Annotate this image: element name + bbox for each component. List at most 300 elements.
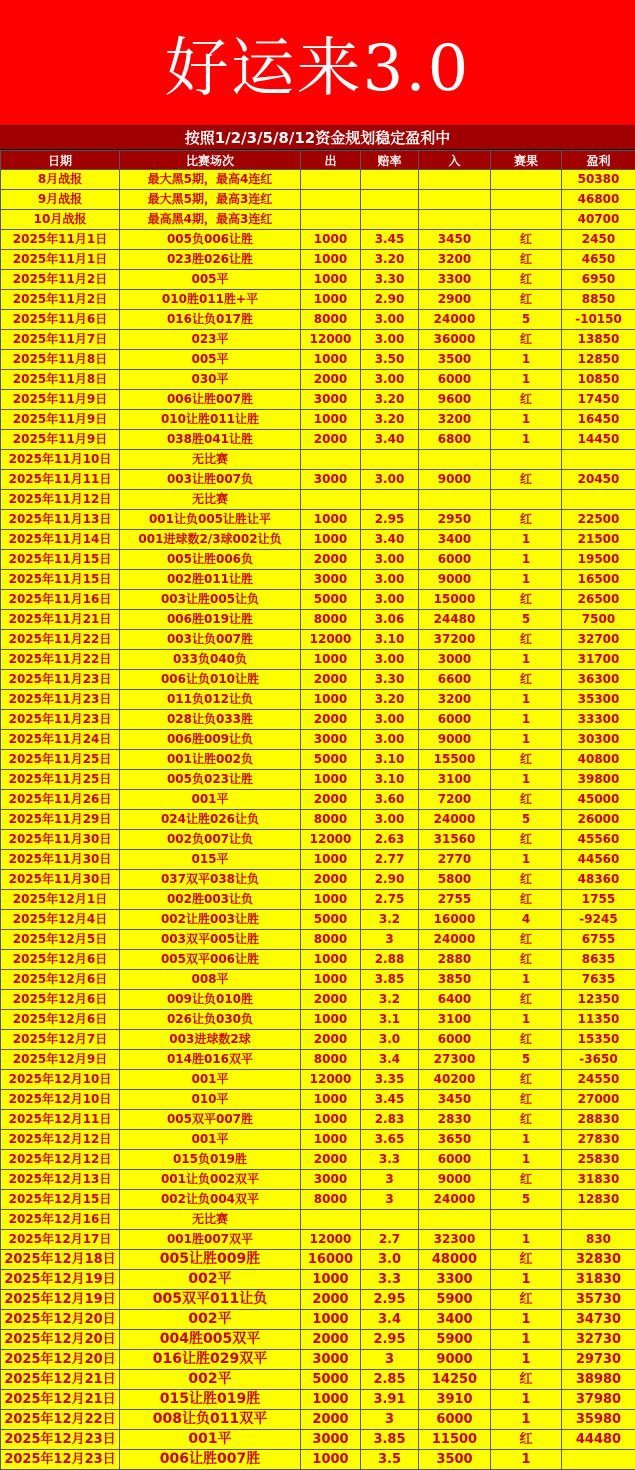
cell-match: 005平 (120, 270, 301, 290)
cell-stake: 1000 (301, 270, 361, 290)
cell-match: 001平 (120, 1430, 301, 1450)
cell-result: 1 (491, 370, 562, 390)
cell-return: 24480 (419, 610, 491, 630)
cell-result: 红 (491, 930, 562, 950)
cell-return: 6000 (419, 1410, 491, 1430)
cell-date: 2025年12月12日 (1, 1150, 120, 1170)
cell-result: 红 (491, 330, 562, 350)
cell-return: 24000 (419, 310, 491, 330)
cell-match: 038胜041让胜 (120, 430, 301, 450)
cell-result: 1 (491, 710, 562, 730)
cell-return: 9600 (419, 390, 491, 410)
cell-odds: 3 (361, 1170, 419, 1190)
cell-date: 2025年12月21日 (1, 1370, 120, 1390)
cell-odds: 2.95 (361, 1330, 419, 1350)
cell-date: 2025年12月21日 (1, 1390, 120, 1410)
cell-date: 2025年12月5日 (1, 930, 120, 950)
cell-stake: 1000 (301, 230, 361, 250)
cell-odds: 3.85 (361, 1430, 419, 1450)
cell-profit: 32700 (562, 630, 635, 650)
cell-odds: 3.50 (361, 350, 419, 370)
cell-match: 001进球数2/3球002让负 (120, 530, 301, 550)
cell-odds: 3.2 (361, 990, 419, 1010)
table-row (1, 1350, 635, 1370)
cell-profit: 28830 (562, 1110, 635, 1130)
cell-odds: 3.10 (361, 770, 419, 790)
cell-return (419, 1210, 491, 1230)
cell-odds: 2.7 (361, 1230, 419, 1250)
cell-profit: 22500 (562, 510, 635, 530)
cell-match: 003双平005让胜 (120, 930, 301, 950)
cell-date: 2025年12月15日 (1, 1190, 120, 1210)
cell-stake: 1000 (301, 950, 361, 970)
cell-result: 1 (491, 1410, 562, 1430)
table-row (1, 230, 635, 250)
cell-date: 2025年11月30日 (1, 870, 120, 890)
cell-odds: 3.00 (361, 730, 419, 750)
cell-profit: 8850 (562, 290, 635, 310)
cell-date: 2025年12月6日 (1, 970, 120, 990)
cell-stake (301, 490, 361, 510)
cell-odds: 3.1 (361, 1010, 419, 1030)
cell-match: 006胜009让负 (120, 730, 301, 750)
cell-odds (361, 450, 419, 470)
cell-date: 2025年12月11日 (1, 1110, 120, 1130)
table-row (1, 1270, 635, 1290)
cell-result: 红 (491, 870, 562, 890)
table-row (1, 1310, 635, 1330)
cell-result: 红 (491, 250, 562, 270)
cell-stake: 3000 (301, 390, 361, 410)
cell-result: 1 (491, 570, 562, 590)
cell-result: 1 (491, 1450, 562, 1470)
table-row (1, 430, 635, 450)
cell-date: 9月战报 (1, 190, 120, 210)
cell-date: 2025年11月2日 (1, 290, 120, 310)
cell-stake: 5000 (301, 750, 361, 770)
cell-match: 最大黑5期，最高4连红 (120, 170, 301, 190)
table-row (1, 390, 635, 410)
table-row (1, 490, 635, 510)
cell-return: 27300 (419, 1050, 491, 1070)
cell-odds (361, 210, 419, 230)
table-row (1, 870, 635, 890)
table-row (1, 950, 635, 970)
cell-odds: 3.85 (361, 970, 419, 990)
cell-return: 6600 (419, 670, 491, 690)
cell-result: 红 (491, 1290, 562, 1310)
cell-odds: 3.20 (361, 390, 419, 410)
cell-date: 2025年12月20日 (1, 1350, 120, 1370)
cell-date: 2025年12月22日 (1, 1410, 120, 1430)
cell-date: 2025年12月4日 (1, 910, 120, 930)
table-row (1, 450, 635, 470)
cell-result: 红 (491, 230, 562, 250)
cell-result: 红 (491, 1250, 562, 1270)
cell-odds: 3.45 (361, 230, 419, 250)
cell-date: 2025年12月6日 (1, 1010, 120, 1030)
cell-result: 1 (491, 1230, 562, 1250)
cell-date: 2025年11月16日 (1, 590, 120, 610)
table-row (1, 1110, 635, 1130)
cell-return: 5900 (419, 1290, 491, 1310)
cell-profit (562, 450, 635, 470)
cell-match: 023胜026让胜 (120, 250, 301, 270)
cell-odds: 3.00 (361, 310, 419, 330)
cell-profit: 31830 (562, 1270, 635, 1290)
cell-odds: 3.00 (361, 550, 419, 570)
cell-return (419, 190, 491, 210)
cell-stake (301, 190, 361, 210)
cell-stake: 12000 (301, 330, 361, 350)
cell-odds: 3.2 (361, 910, 419, 930)
cell-odds: 2.95 (361, 510, 419, 530)
table-row (1, 710, 635, 730)
cell-match: 024让胜026让负 (120, 810, 301, 830)
cell-odds: 2.85 (361, 1370, 419, 1390)
cell-stake: 3000 (301, 470, 361, 490)
cell-date: 2025年12月9日 (1, 1050, 120, 1070)
cell-result: 5 (491, 1050, 562, 1070)
table-row (1, 310, 635, 330)
cell-result: 红 (491, 270, 562, 290)
cell-profit: 46800 (562, 190, 635, 210)
cell-date: 2025年12月12日 (1, 1130, 120, 1150)
cell-odds: 3.4 (361, 1310, 419, 1330)
cell-date: 2025年11月9日 (1, 410, 120, 430)
cell-date: 2025年11月9日 (1, 390, 120, 410)
cell-odds: 3.30 (361, 670, 419, 690)
table-row (1, 1410, 635, 1430)
cell-match: 001平 (120, 1130, 301, 1150)
cell-return: 5900 (419, 1330, 491, 1350)
cell-match: 002让负004双平 (120, 1190, 301, 1210)
cell-profit: 40800 (562, 750, 635, 770)
cell-stake: 2000 (301, 870, 361, 890)
cell-match: 001胜007双平 (120, 1230, 301, 1250)
cell-return (419, 170, 491, 190)
cell-return: 31560 (419, 830, 491, 850)
header-return: 入 (419, 151, 491, 170)
table-row (1, 270, 635, 290)
table-row (1, 850, 635, 870)
cell-return: 32300 (419, 1230, 491, 1250)
cell-profit: 27000 (562, 1090, 635, 1110)
table-row (1, 1330, 635, 1350)
cell-profit: 29730 (562, 1350, 635, 1370)
cell-result: 红 (491, 470, 562, 490)
cell-return: 24000 (419, 810, 491, 830)
cell-stake: 1000 (301, 890, 361, 910)
cell-return: 3450 (419, 1090, 491, 1110)
cell-profit: 30300 (562, 730, 635, 750)
cell-odds: 3 (361, 1410, 419, 1430)
cell-return: 3000 (419, 650, 491, 670)
header-result: 赛果 (491, 151, 562, 170)
cell-match: 002胜003让负 (120, 890, 301, 910)
cell-date: 2025年11月8日 (1, 350, 120, 370)
cell-return: 36000 (419, 330, 491, 350)
cell-result (491, 450, 562, 470)
header-match: 比赛场次 (120, 151, 301, 170)
cell-date: 2025年11月13日 (1, 510, 120, 530)
cell-date: 2025年12月20日 (1, 1330, 120, 1350)
cell-date: 2025年11月30日 (1, 830, 120, 850)
cell-odds: 3.00 (361, 590, 419, 610)
cell-result: 红 (491, 950, 562, 970)
cell-match: 005双平006让胜 (120, 950, 301, 970)
cell-profit: 19500 (562, 550, 635, 570)
table-row (1, 790, 635, 810)
cell-stake: 2000 (301, 670, 361, 690)
cell-date: 10月战报 (1, 210, 120, 230)
cell-profit: 50380 (562, 170, 635, 190)
cell-match: 003进球数2球 (120, 1030, 301, 1050)
cell-odds: 3.35 (361, 1070, 419, 1090)
table-row (1, 210, 635, 230)
cell-result: 红 (491, 390, 562, 410)
cell-profit: 4650 (562, 250, 635, 270)
cell-result: 红 (491, 670, 562, 690)
cell-profit: 7635 (562, 970, 635, 990)
cell-return: 9000 (419, 570, 491, 590)
cell-stake: 8000 (301, 810, 361, 830)
cell-odds: 3.00 (361, 810, 419, 830)
cell-stake: 1000 (301, 970, 361, 990)
cell-odds: 2.83 (361, 1110, 419, 1130)
cell-profit: 27830 (562, 1130, 635, 1150)
cell-odds: 3.00 (361, 570, 419, 590)
cell-return: 3650 (419, 1130, 491, 1150)
cell-result: 1 (491, 1010, 562, 1030)
cell-return: 9000 (419, 1170, 491, 1190)
cell-date: 2025年11月25日 (1, 750, 120, 770)
table-row (1, 470, 635, 490)
table-row (1, 530, 635, 550)
cell-result: 红 (491, 1370, 562, 1390)
table-row (1, 1010, 635, 1030)
cell-profit: 12830 (562, 1190, 635, 1210)
cell-profit: 10850 (562, 370, 635, 390)
cell-stake: 8000 (301, 1050, 361, 1070)
table-header-row (1, 151, 635, 170)
cell-profit: 39800 (562, 770, 635, 790)
cell-match: 002平 (120, 1310, 301, 1330)
cell-return: 3100 (419, 770, 491, 790)
cell-match: 002平 (120, 1270, 301, 1290)
table-row (1, 570, 635, 590)
cell-return: 2770 (419, 850, 491, 870)
cell-match: 026让负030负 (120, 1010, 301, 1030)
cell-result: 1 (491, 970, 562, 990)
cell-return: 3200 (419, 250, 491, 270)
cell-match: 001平 (120, 790, 301, 810)
cell-odds: 3.30 (361, 270, 419, 290)
cell-return: 3850 (419, 970, 491, 990)
cell-match: 010平 (120, 1090, 301, 1110)
header-date: 日期 (1, 151, 120, 170)
cell-stake: 1000 (301, 1090, 361, 1110)
cell-stake: 3000 (301, 1350, 361, 1370)
cell-result: 红 (491, 290, 562, 310)
cell-profit: 17450 (562, 390, 635, 410)
cell-date: 2025年12月18日 (1, 1250, 120, 1270)
cell-stake: 1000 (301, 1130, 361, 1150)
table-row (1, 1150, 635, 1170)
cell-result: 红 (491, 510, 562, 530)
cell-date: 2025年12月20日 (1, 1310, 120, 1330)
cell-return: 3100 (419, 1010, 491, 1030)
cell-odds: 3.20 (361, 690, 419, 710)
cell-profit: 35300 (562, 690, 635, 710)
cell-match: 003让胜005让负 (120, 590, 301, 610)
cell-return: 15500 (419, 750, 491, 770)
cell-result (491, 170, 562, 190)
cell-stake: 1000 (301, 1310, 361, 1330)
cell-stake: 1000 (301, 850, 361, 870)
cell-return: 24000 (419, 1190, 491, 1210)
cell-profit: -9245 (562, 910, 635, 930)
cell-odds: 3.40 (361, 430, 419, 450)
cell-match: 最高黑4期，最高3连红 (120, 210, 301, 230)
cell-date: 2025年11月24日 (1, 730, 120, 750)
cell-result: 红 (491, 1090, 562, 1110)
cell-match: 010胜011胜+平 (120, 290, 301, 310)
cell-date: 2025年12月19日 (1, 1290, 120, 1310)
cell-return: 11500 (419, 1430, 491, 1450)
cell-return: 7200 (419, 790, 491, 810)
cell-date: 2025年11月10日 (1, 450, 120, 470)
cell-profit: 35980 (562, 1410, 635, 1430)
cell-return (419, 210, 491, 230)
cell-stake: 8000 (301, 930, 361, 950)
cell-match: 001平 (120, 1070, 301, 1090)
cell-date: 2025年12月23日 (1, 1450, 120, 1470)
cell-profit: 13850 (562, 330, 635, 350)
cell-date: 2025年12月16日 (1, 1210, 120, 1230)
cell-return: 6000 (419, 710, 491, 730)
cell-odds: 3.20 (361, 250, 419, 270)
cell-stake: 1000 (301, 290, 361, 310)
cell-odds: 3.00 (361, 650, 419, 670)
cell-date: 2025年11月6日 (1, 310, 120, 330)
cell-date: 2025年11月1日 (1, 230, 120, 250)
cell-date: 2025年12月17日 (1, 1230, 120, 1250)
cell-match: 006胜019让胜 (120, 610, 301, 630)
results-table (0, 150, 635, 1470)
cell-stake (301, 1210, 361, 1230)
cell-stake: 2000 (301, 550, 361, 570)
table-row (1, 1070, 635, 1090)
cell-result: 红 (491, 790, 562, 810)
cell-match: 028让负033胜 (120, 710, 301, 730)
cell-result: 1 (491, 1270, 562, 1290)
cell-result: 5 (491, 310, 562, 330)
cell-return: 2880 (419, 950, 491, 970)
cell-profit: 1755 (562, 890, 635, 910)
cell-match: 005让胜009胜 (120, 1250, 301, 1270)
cell-result: 红 (491, 830, 562, 850)
cell-date: 2025年12月6日 (1, 950, 120, 970)
table-row (1, 630, 635, 650)
cell-stake: 2000 (301, 1150, 361, 1170)
cell-match: 002平 (120, 1370, 301, 1390)
cell-stake: 3000 (301, 730, 361, 750)
cell-profit: 44560 (562, 850, 635, 870)
cell-stake: 1000 (301, 530, 361, 550)
cell-odds: 3.20 (361, 410, 419, 430)
cell-return: 6000 (419, 370, 491, 390)
cell-profit: 8635 (562, 950, 635, 970)
cell-stake: 8000 (301, 610, 361, 630)
table-row (1, 550, 635, 570)
cell-profit (562, 1210, 635, 1230)
subtitle: 按照1/2/3/5/8/12资金规划稳定盈利中 (0, 126, 635, 150)
cell-return: 48000 (419, 1250, 491, 1270)
cell-stake: 8000 (301, 310, 361, 330)
cell-odds: 3.65 (361, 1130, 419, 1150)
cell-stake: 1000 (301, 250, 361, 270)
cell-match: 005让胜006负 (120, 550, 301, 570)
cell-match: 004胜005双平 (120, 1330, 301, 1350)
cell-odds: 3.00 (361, 470, 419, 490)
cell-stake (301, 210, 361, 230)
cell-stake: 3000 (301, 570, 361, 590)
cell-result: 1 (491, 350, 562, 370)
cell-match: 033负040负 (120, 650, 301, 670)
table-row (1, 770, 635, 790)
cell-match: 003让负007胜 (120, 630, 301, 650)
cell-profit: 33300 (562, 710, 635, 730)
cell-odds (361, 190, 419, 210)
cell-return: 16000 (419, 910, 491, 930)
cell-profit: 48360 (562, 870, 635, 890)
cell-stake: 1000 (301, 350, 361, 370)
cell-match: 014胜016双平 (120, 1050, 301, 1070)
cell-profit: 16450 (562, 410, 635, 430)
cell-match: 001让胜002负 (120, 750, 301, 770)
cell-return: 2755 (419, 890, 491, 910)
cell-return: 3910 (419, 1390, 491, 1410)
cell-profit: 34730 (562, 1310, 635, 1330)
cell-stake: 12000 (301, 1070, 361, 1090)
cell-match: 009让负010胜 (120, 990, 301, 1010)
cell-return: 6000 (419, 1150, 491, 1170)
cell-return: 3400 (419, 530, 491, 550)
cell-match: 无比赛 (120, 1210, 301, 1230)
cell-profit: 21500 (562, 530, 635, 550)
cell-return: 15000 (419, 590, 491, 610)
table-row (1, 290, 635, 310)
table-row (1, 250, 635, 270)
cell-result: 红 (491, 990, 562, 1010)
cell-result: 红 (491, 1030, 562, 1050)
cell-stake: 5000 (301, 1370, 361, 1390)
cell-profit: 31700 (562, 650, 635, 670)
cell-odds: 3.4 (361, 1050, 419, 1070)
cell-stake: 1000 (301, 1450, 361, 1470)
cell-date: 2025年11月11日 (1, 470, 120, 490)
table-row (1, 1130, 635, 1150)
cell-match: 002胜011让胜 (120, 570, 301, 590)
cell-date: 2025年11月23日 (1, 710, 120, 730)
cell-stake: 2000 (301, 1330, 361, 1350)
cell-profit: 44480 (562, 1430, 635, 1450)
cell-odds (361, 490, 419, 510)
cell-profit: 32730 (562, 1330, 635, 1350)
cell-result: 红 (491, 590, 562, 610)
cell-return: 6800 (419, 430, 491, 450)
